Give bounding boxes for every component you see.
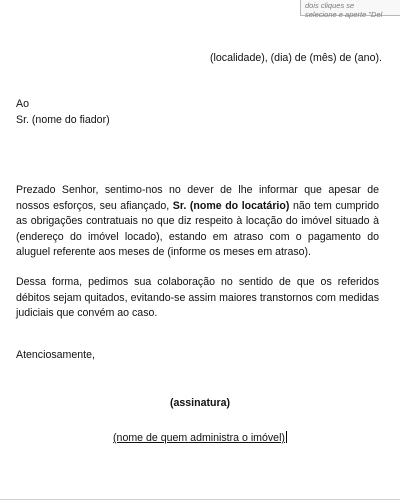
closing: Atenciosamente, [16, 349, 95, 361]
tenant-name: Sr. (nome do locatário) [172, 199, 290, 212]
instruction-tooltip [300, 0, 400, 19]
hint-text-line-2: selecione e aperte "Del [305, 10, 383, 19]
administrator-line [0, 431, 400, 447]
salutation-to: Ao [16, 98, 29, 110]
text-cursor [286, 431, 287, 443]
administrator-name[interactable]: (nome de quem administra o imóvel) [113, 432, 285, 444]
paragraph-2: Dessa forma, pedimos sua colaboração no sentido de que os referidos débitos sejam quitados, evitando-se assim maiores transtornos com medidas judiciais que convém ao caso. [16, 276, 379, 319]
recipient-name: Sr. (nome do fiador) [16, 113, 110, 126]
hint-text-line-1: dois cliques se [305, 1, 355, 10]
signature: (assinatura) [169, 397, 231, 409]
recipient-block [16, 97, 110, 128]
paragraph-1-body: não tem cumprido as obrigações contratuais no que diz respeito à locação do imóvel situado à (endereço do imóvel locado), estando em atraso com o pagamento do aluguel referente aos meses de (informe os meses em atraso). [16, 199, 379, 258]
paragraph-1-intro: Prezado Senhor, sentimo-nos no dever de lhe informar que apesar de nossos esforços, seu afiançado, [16, 184, 379, 212]
date-line: (localidade), (dia) de (mês) de (ano). [210, 52, 382, 64]
paragraph-1 [16, 183, 379, 261]
